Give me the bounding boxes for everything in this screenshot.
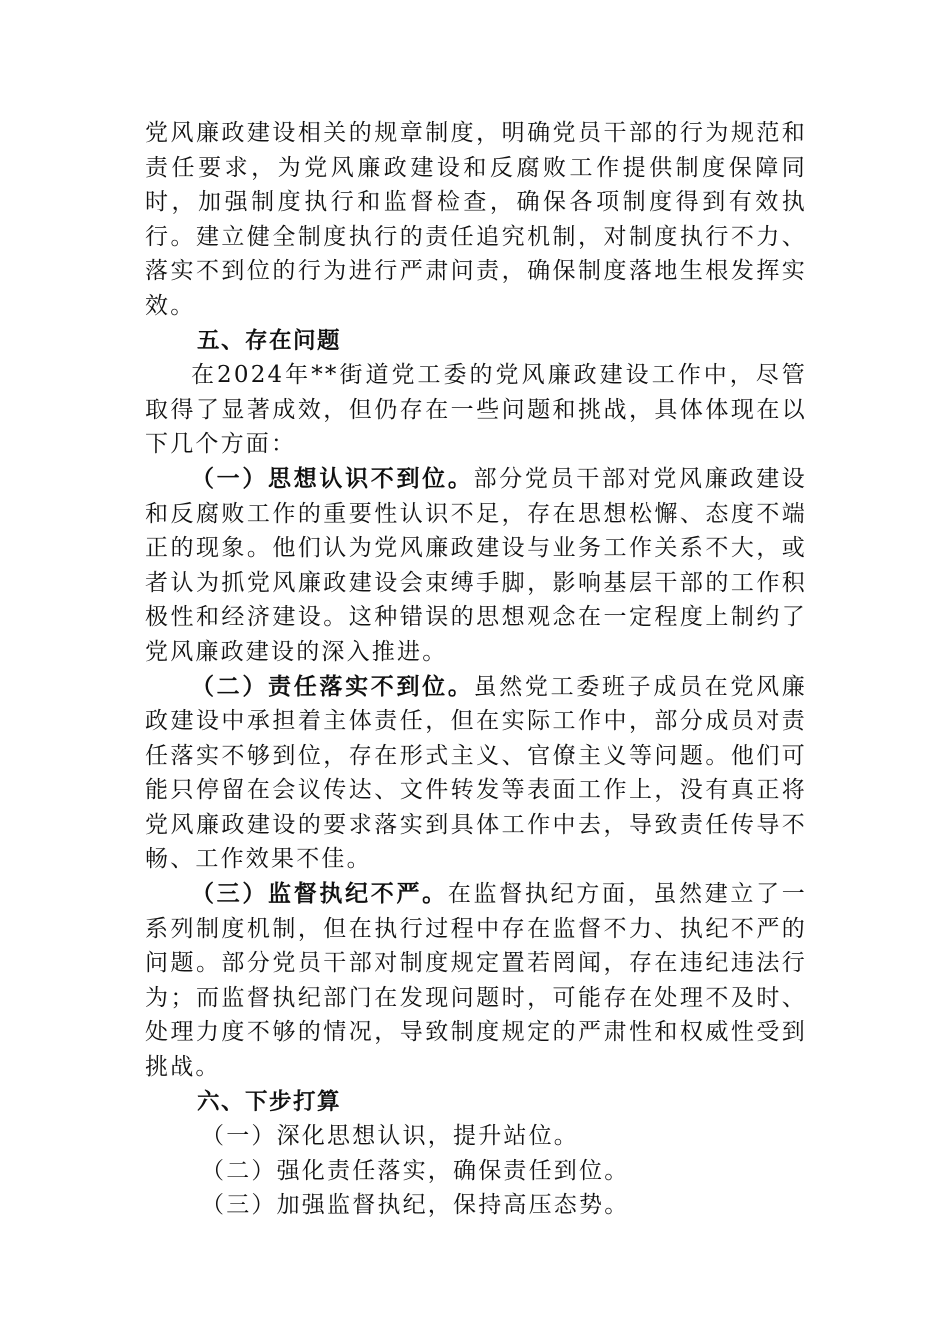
section-6-item-3: （三）加强监督执纪，保持高压态势。 [201, 1192, 630, 1219]
section-5-item-3-body: 在监督执纪方面，虽然建立了一系列制度机制，但在执行过程中存在监督不力、执纪不严的问题。部分党员干部对制度规定置若罔闻，存在违纪违法行为；而监督执纪部门在发现问题时，可能存在处理不及时、处理力度不够的情况，导致制度规定的严肃性和权威性受到挑战。 [145, 881, 807, 1081]
section-6-item-2: （二）强化责任落实，确保责任到位。 [201, 1157, 630, 1184]
intro-paragraph: 党风廉政建设相关的规章制度，明确党员干部的行为规范和责任要求，为党风廉政建设和反腐败工作提供制度保障同时，加强制度执行和监督检查，确保各项制度得到有效执行。建立健全制度执行的责任追究机制，对制度执行不力、落实不到位的行为进行严肃问责，确保制度落地生根发挥实效。 [145, 120, 807, 319]
section-6-title: 六、下步打算 [197, 1088, 342, 1115]
section-5-item-2-heading: （二）责任落实不到位。 [191, 673, 474, 700]
section-5-item-3-heading: （三）监督执纪不严。 [191, 881, 448, 908]
section-5-item-2 [145, 670, 807, 878]
section-5-intro: 在2024年**街道党工委的党风廉政建设工作中，尽管取得了显著成效，但仍存在一些问题和挑战，具体体现在以下几个方面： [145, 362, 807, 458]
section-6-item-1: （一）深化思想认识，提升站位。 [201, 1123, 579, 1150]
section-5-item-1 [145, 462, 807, 670]
section-5-item-1-heading: （一）思想认识不到位。 [191, 465, 474, 492]
document-body [145, 116, 807, 1223]
section-5-title: 五、存在问题 [197, 327, 342, 354]
section-5-item-3 [145, 877, 807, 1085]
section-5-item-2-body: 虽然党工委班子成员在党风廉政建设中承担着主体责任，但在实际工作中，部分成员对责任落实不够到位，存在形式主义、官僚主义等问题。他们可能只停留在会议传达、文件转发等表面工作上，没有真正将党风廉政建设的要求落实到具体工作中去，导致责任传导不畅、工作效果不佳。 [145, 673, 807, 873]
section-5-item-1-body: 部分党员干部对党风廉政建设和反腐败工作的重要性认识不足，存在思想松懈、态度不端正的现象。他们认为党风廉政建设与业务工作关系不大，或者认为抓党风廉政建设会束缚手脚，影响基层干部的工作积极性和经济建设。这种错误的思想观念在一定程度上制约了党风廉政建设的深入推进。 [145, 465, 807, 665]
